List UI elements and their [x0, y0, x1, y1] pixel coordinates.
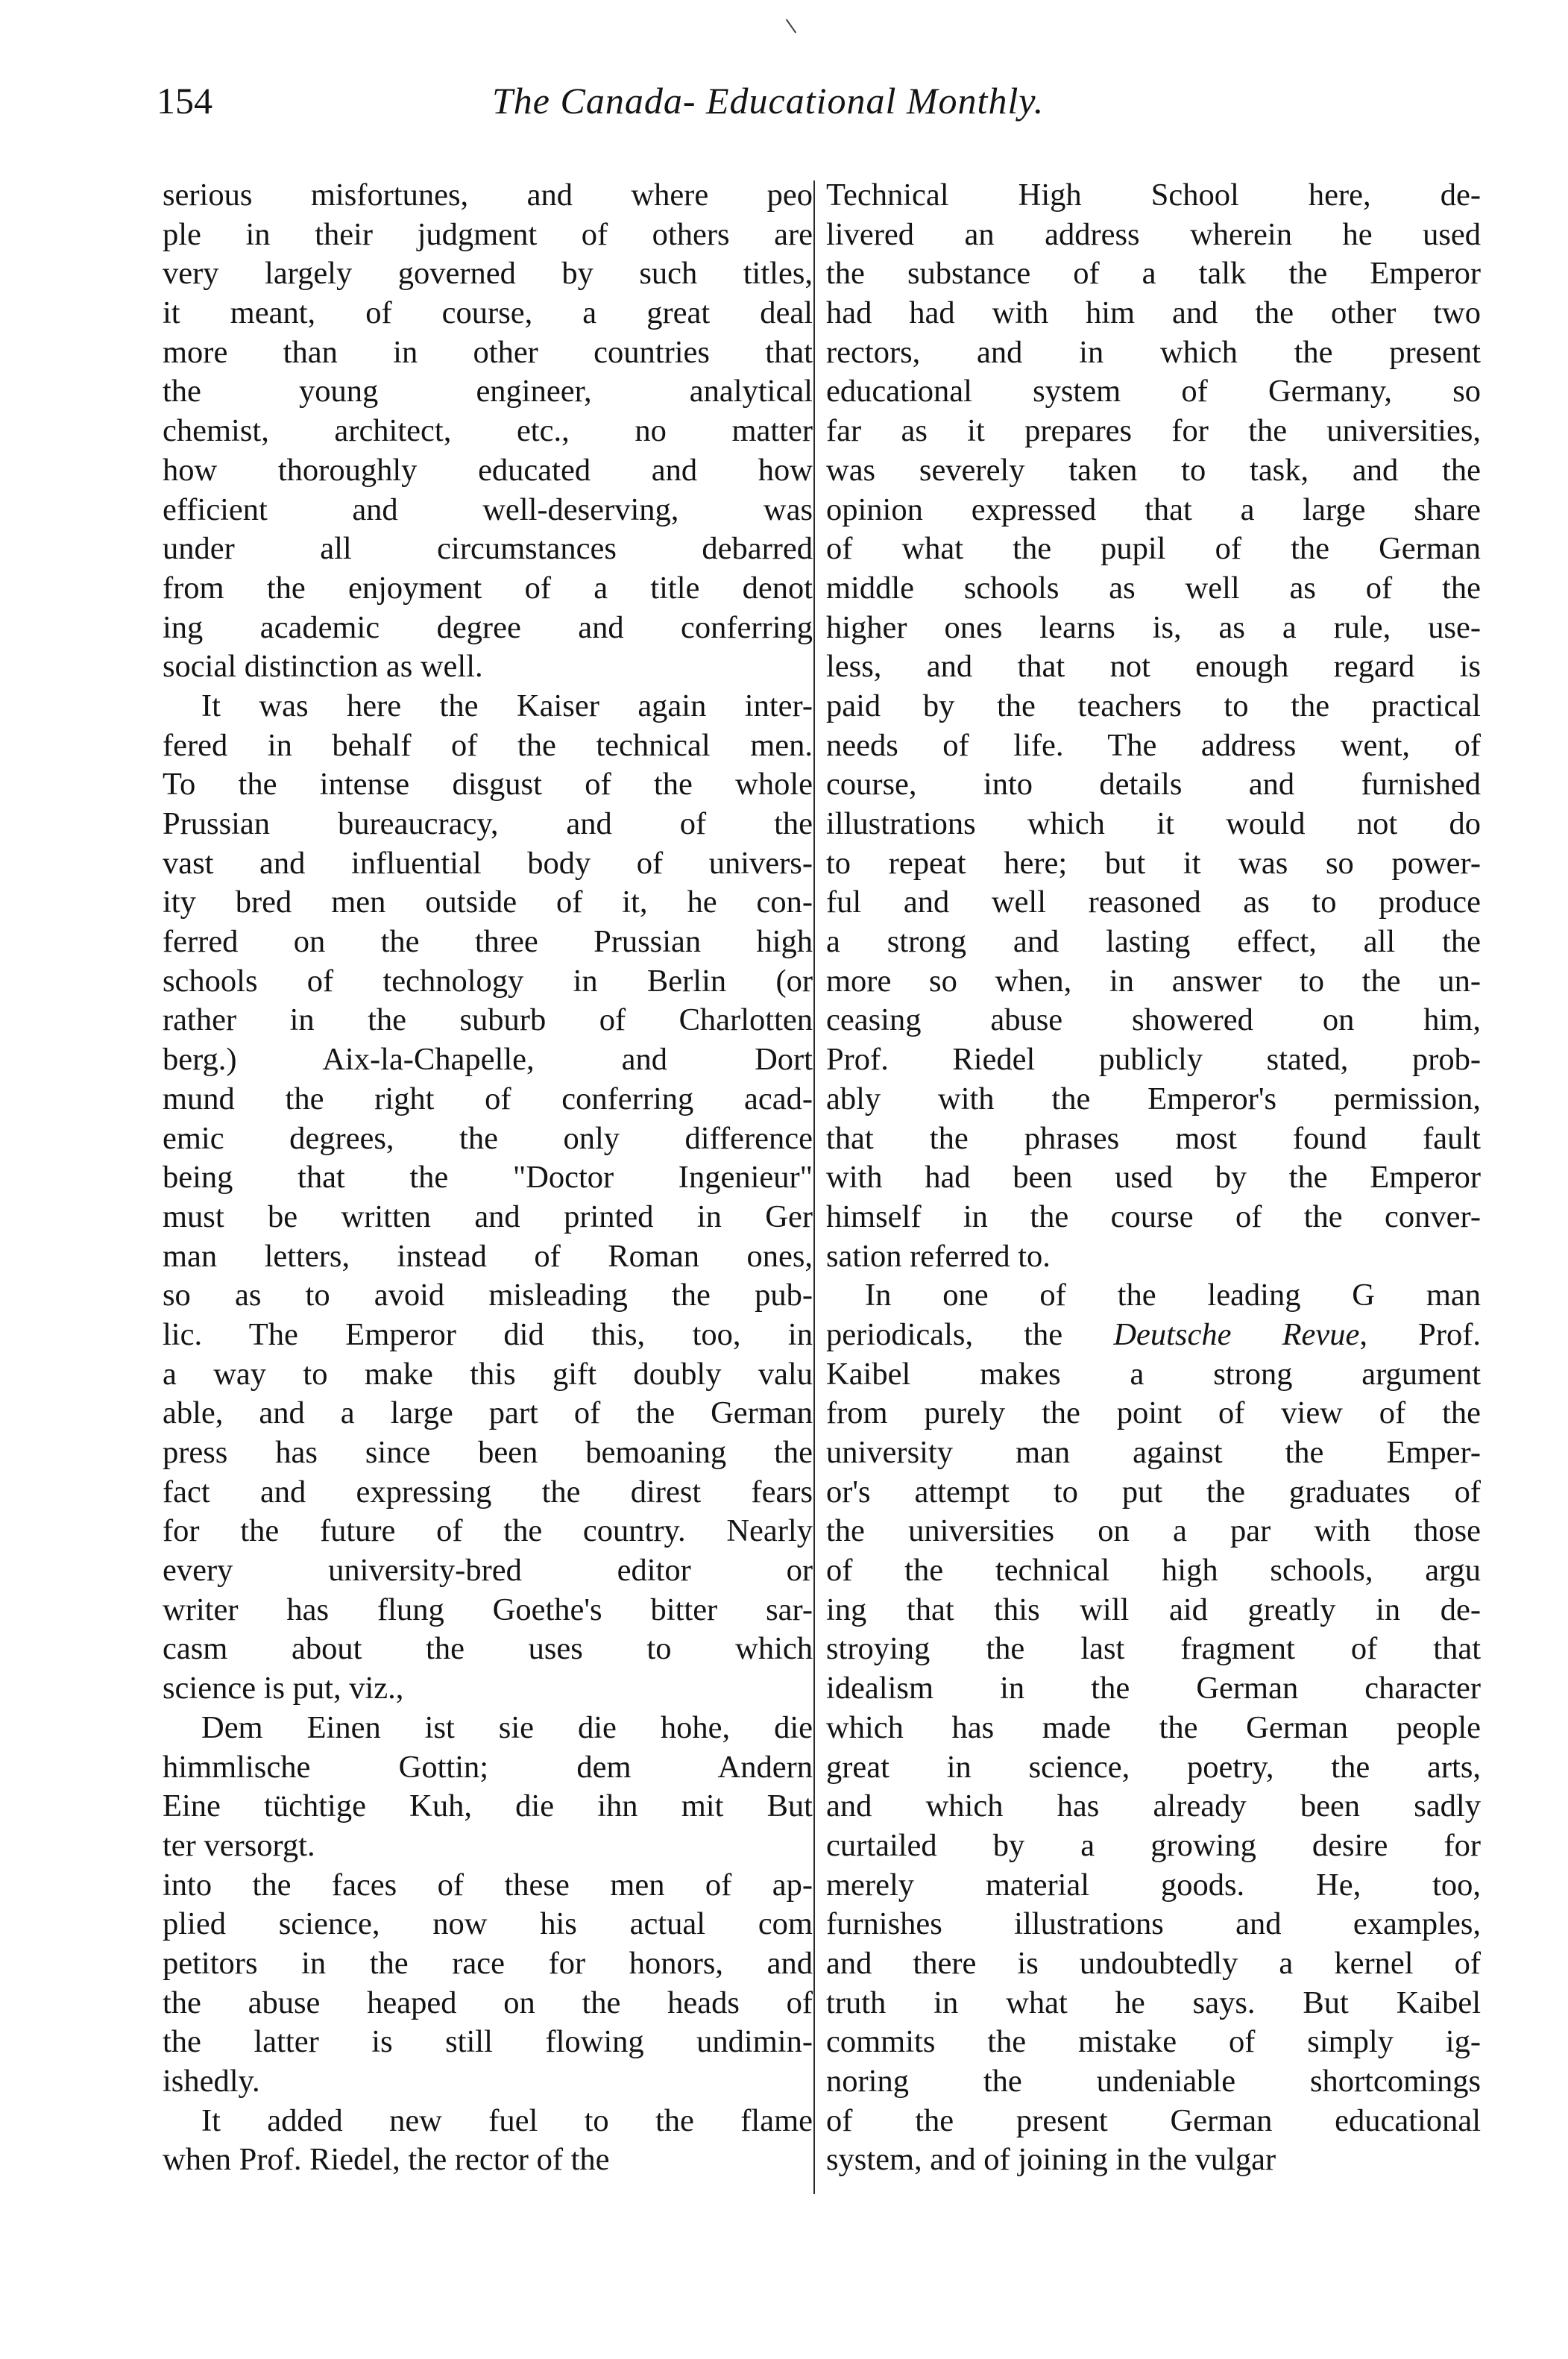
text-line: the universities on a par with those: [826, 1513, 1481, 1549]
text-line: able, and a large part of the German: [163, 1395, 813, 1431]
text-line: ity bred men outside of it, he con-: [163, 885, 813, 920]
text-line: stroying the last fragment of that: [826, 1631, 1481, 1667]
text-line: writer has flung Goethe's bitter sar-: [163, 1592, 813, 1627]
text-line: opinion expressed that a large share: [826, 491, 1481, 527]
text-line: idealism in the German character: [826, 1671, 1481, 1706]
text-line: man letters, instead of Roman ones,: [163, 1238, 813, 1274]
text-line: ful and well reasoned as to produce: [826, 885, 1481, 920]
text-line: commits the mistake of simply ig-: [826, 2024, 1481, 2060]
text-line: livered an address wherein he used: [826, 216, 1481, 252]
text-line: a way to make this gift doubly valu: [163, 1356, 813, 1392]
text-line: from the enjoyment of a title denot: [163, 570, 813, 606]
text-line: casm about the uses to which: [163, 1631, 813, 1667]
text-line: the substance of a talk the Emperor: [826, 256, 1481, 292]
text-line: the abuse heaped on the heads of: [163, 1985, 813, 2020]
page-number: 154: [157, 80, 212, 122]
text-line: every university-bred editor or: [163, 1553, 813, 1589]
text-line: fered in behalf of the technical men.: [163, 727, 813, 763]
text-line: science is put, viz.,: [163, 1671, 404, 1706]
text-line: fact and expressing the direst fears: [163, 1474, 813, 1510]
text-line: ing that this will aid greatly in de-: [826, 1592, 1481, 1627]
text-line: middle schools as well as of the: [826, 570, 1481, 606]
text-line: more so when, in answer to the un-: [826, 963, 1481, 999]
text-line: berg.) Aix-la-Chapelle, and Dort: [163, 1042, 813, 1078]
text-line: emic degrees, the only difference: [163, 1120, 813, 1156]
left-text-column: [163, 176, 813, 2180]
text-line: it meant, of course, a great deal: [163, 295, 813, 331]
text-line: the latter is still flowing undimin-: [163, 2024, 813, 2060]
text-line: from purely the point of view of the: [826, 1395, 1481, 1431]
text-line: noring the undeniable shortcomings: [826, 2064, 1481, 2099]
text-line: great in science, poetry, the arts,: [826, 1749, 1481, 1785]
text-line: social distinction as well.: [163, 649, 483, 685]
text-line: so as to avoid misleading the pub-: [163, 1278, 813, 1313]
text-line: of what the pupil of the German: [826, 531, 1481, 567]
text-fragment: , Prof.: [1359, 1316, 1481, 1352]
text-line: a strong and lasting effect, all the: [826, 924, 1481, 960]
text-line: course, into details and furnished: [826, 767, 1481, 802]
text-line: lic. The Emperor did this, too, in: [163, 1316, 813, 1352]
text-line: far as it prepares for the universities,: [826, 413, 1481, 449]
text-line: less, and that not enough regard is: [826, 649, 1481, 685]
text-line: schools of technology in Berlin (or: [163, 963, 813, 999]
text-line: into the faces of these men of ap-: [163, 1867, 813, 1903]
text-line: curtailed by a growing desire for: [826, 1827, 1481, 1863]
text-line: ing academic degree and conferring: [163, 609, 813, 645]
text-line: It was here the Kaiser again inter-: [201, 688, 813, 723]
text-line: higher ones learns is, as a rule, use-: [826, 609, 1481, 645]
text-line: Kaibel makes a strong argument: [826, 1356, 1481, 1392]
text-line: It added new fuel to the flame: [201, 2102, 813, 2138]
text-line: petitors in the race for honors, and: [163, 1945, 813, 1981]
text-line: ple in their judgment of others are: [163, 216, 813, 252]
text-line: being that the "Doctor Ingenieur": [163, 1160, 813, 1196]
text-line: efficient and well-deserving, was: [163, 491, 813, 527]
text-line: ceasing abuse showered on him,: [826, 1002, 1481, 1038]
text-fragment: periodicals, the: [826, 1316, 1114, 1352]
text-line: must be written and printed in Ger: [163, 1199, 813, 1234]
text-line: ter versorgt.: [163, 1827, 315, 1863]
text-line: ferred on the three Prussian high: [163, 924, 813, 960]
text-line: very largely governed by such titles,: [163, 256, 813, 292]
text-line: with had been used by the Emperor: [826, 1160, 1481, 1196]
text-line: plied science, now his actual com: [163, 1906, 813, 1942]
text-line: To the intense disgust of the whole: [163, 767, 813, 802]
text-line: and which has already been sadly: [826, 1788, 1481, 1824]
text-line: which has made the German people: [826, 1709, 1481, 1745]
right-text-column: [826, 176, 1481, 2180]
text-line: truth in what he says. But Kaibel: [826, 1985, 1481, 2020]
text-line: or's attempt to put the graduates of: [826, 1474, 1481, 1510]
text-line: mund the right of conferring acad-: [163, 1081, 813, 1116]
text-line: chemist, architect, etc., no matter: [163, 413, 813, 449]
text-line: of the present German educational: [826, 2102, 1481, 2138]
text-line: sation referred to.: [826, 1238, 1051, 1274]
text-line: had had with him and the other two: [826, 295, 1481, 331]
text-line: himself in the course of the conver-: [826, 1199, 1481, 1234]
text-line: Dem Einen ist sie die hohe, die: [201, 1709, 813, 1745]
text-line: and there is undoubtedly a kernel of: [826, 1945, 1481, 1981]
text-line: Eine tüchtige Kuh, die ihn mit But: [163, 1788, 813, 1824]
text-line: of the technical high schools, argu: [826, 1553, 1481, 1589]
text-line: was severely taken to task, and the: [826, 452, 1481, 488]
print-speck: [786, 19, 796, 33]
text-line: furnishes illustrations and examples,: [826, 1906, 1481, 1942]
text-line: ably with the Emperor's permission,: [826, 1081, 1481, 1116]
text-line: that the phrases most found fault: [826, 1120, 1481, 1156]
text-line: illustrations which it would not do: [826, 806, 1481, 841]
text-line: more than in other countries that: [163, 334, 813, 370]
text-line: vast and influential body of univers-: [163, 845, 813, 881]
text-line: the young engineer, analytical: [163, 374, 813, 409]
text-line: Prussian bureaucracy, and of the: [163, 806, 813, 841]
text-line: rectors, and in which the present: [826, 334, 1481, 370]
text-line: serious misfortunes, and where peo: [163, 178, 813, 213]
text-line: to repeat here; but it was so power-: [826, 845, 1481, 881]
page-header: [0, 75, 1568, 134]
text-line: under all circumstances debarred: [163, 531, 813, 567]
text-line: Prof. Riedel publicly stated, prob-: [826, 1042, 1481, 1078]
text-line: [826, 1316, 1481, 1355]
text-line: ishedly.: [163, 2064, 260, 2099]
text-line: system, and of joining in the vulgar: [826, 2142, 1276, 2178]
text-line: Technical High School here, de-: [826, 178, 1481, 213]
text-line: rather in the suburb of Charlotten: [163, 1002, 813, 1038]
text-line: how thoroughly educated and how: [163, 452, 813, 488]
text-line: merely material goods. He, too,: [826, 1867, 1481, 1903]
periodical-title: Deutsche Revue: [1113, 1316, 1360, 1352]
column-divider-rule: [813, 180, 815, 2194]
text-line: for the future of the country. Nearly: [163, 1513, 813, 1549]
text-line: needs of life. The address went, of: [826, 727, 1481, 763]
text-line: paid by the teachers to the practical: [826, 688, 1481, 723]
text-line: himmlische Gottin; dem Andern: [163, 1749, 813, 1785]
text-line: educational system of Germany, so: [826, 374, 1481, 409]
text-line: when Prof. Riedel, the rector of the: [163, 2142, 610, 2178]
text-line: university man against the Emper-: [826, 1435, 1481, 1470]
text-line: In one of the leading G man: [865, 1278, 1481, 1313]
text-line: press has since been bemoaning the: [163, 1435, 813, 1470]
running-head: The Canada- Educational Monthly.: [492, 80, 1045, 122]
